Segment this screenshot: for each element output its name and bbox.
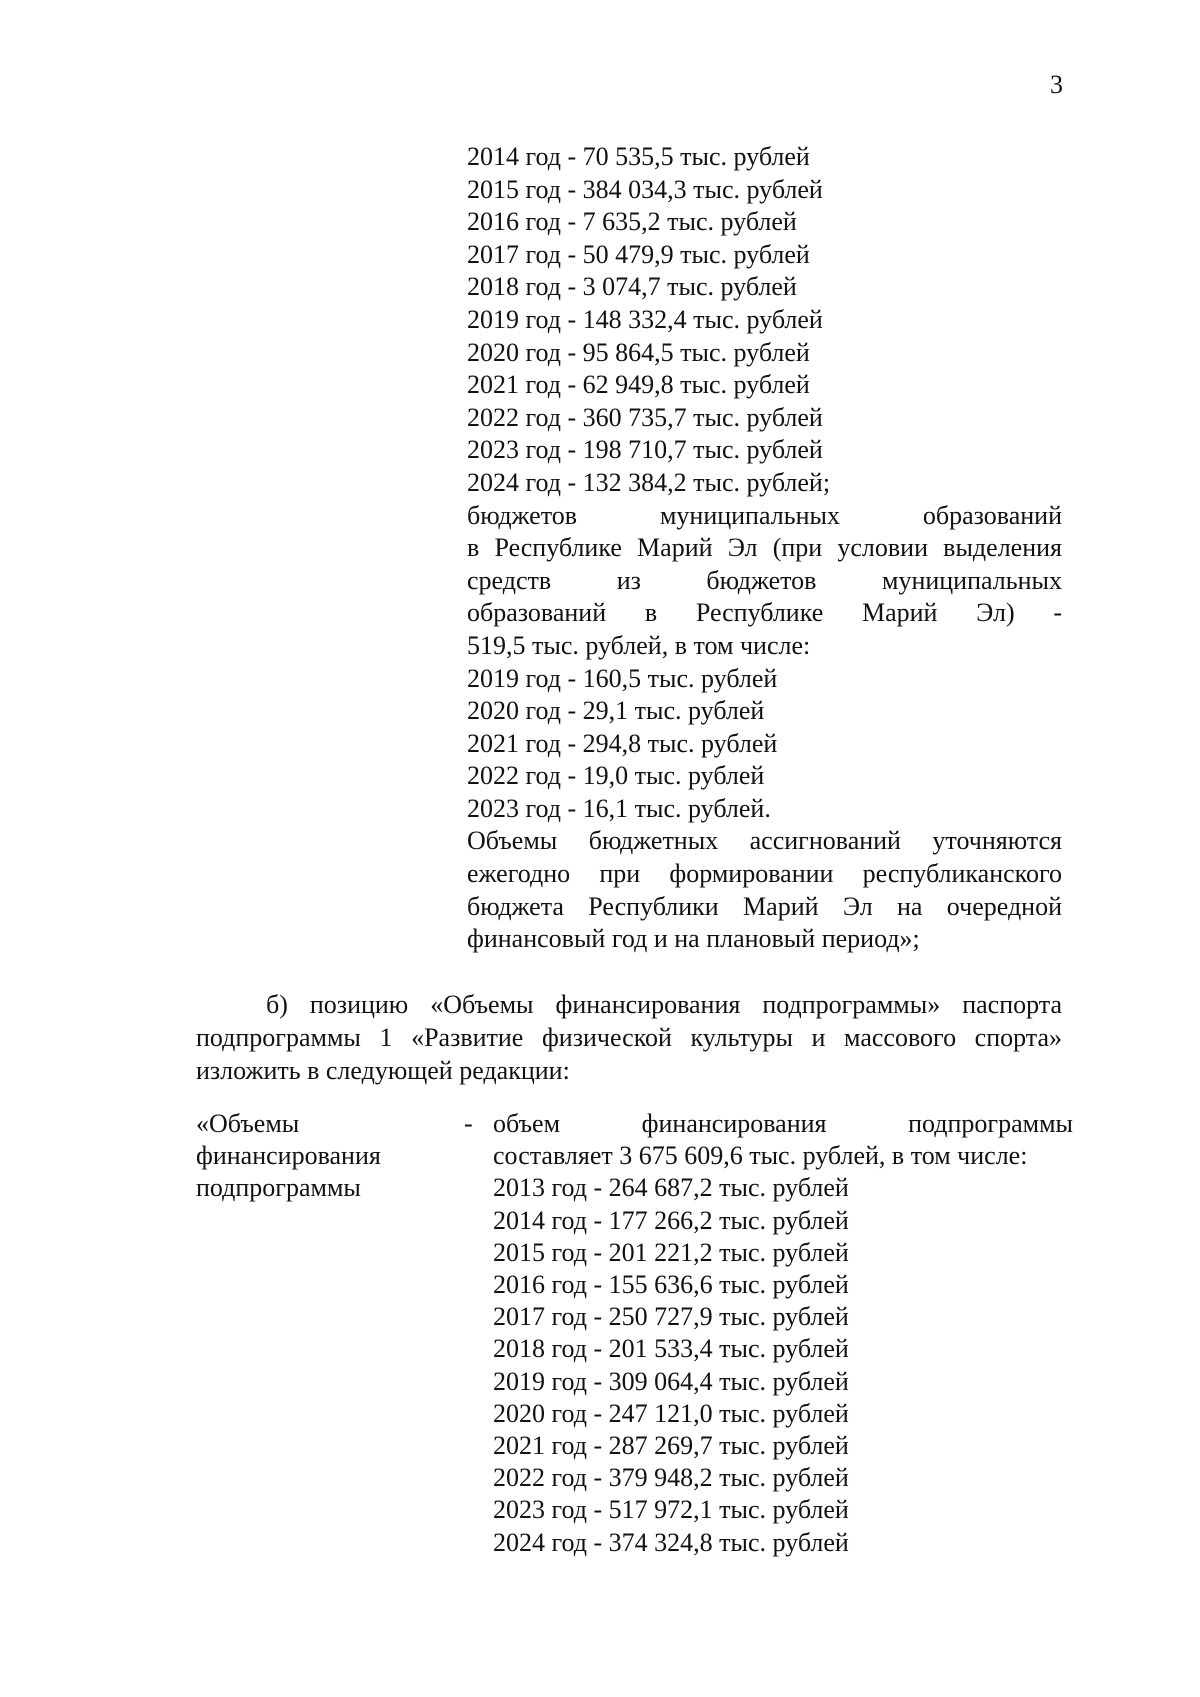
municipal-text-line: в Республике Марий Эл (при условии выделения bbox=[467, 533, 1062, 563]
year-funding-line: 2018 год - 3 074,7 тыс. рублей bbox=[467, 272, 797, 302]
passport-year-line: 2017 год - 250 727,9 тыс. рублей bbox=[493, 1302, 849, 1332]
paragraph-b-text: б) позицию «Объемы финансирования подпрограммы» паспорта подпрограммы 1 «Развитие физической культуры и массового спорта» изложить в следующей редакции: bbox=[196, 990, 1062, 1085]
note-line: финансовый год и на плановый период»; bbox=[467, 924, 920, 954]
note-line: бюджета Республики Марий Эл на очередной bbox=[467, 891, 1062, 921]
page-number: 3 bbox=[1050, 70, 1063, 99]
note-line: ежегодно при формировании республиканского bbox=[467, 859, 1062, 889]
year-funding-line: 2020 год - 95 864,5 тыс. рублей bbox=[467, 337, 810, 367]
passport-intro-line: составляет 3 675 609,6 тыс. рублей, в том числе: bbox=[493, 1141, 1028, 1171]
passport-year-line: 2024 год - 374 324,8 тыс. рублей bbox=[493, 1527, 849, 1557]
passport-year-line: 2014 год - 177 266,2 тыс. рублей bbox=[493, 1205, 849, 1235]
passport-dash: - bbox=[464, 1109, 473, 1138]
year-funding-line: 2023 год - 198 710,7 тыс. рублей bbox=[467, 435, 823, 465]
year-funding-line: 2022 год - 360 735,7 тыс. рублей bbox=[467, 402, 823, 432]
passport-label bbox=[196, 1108, 456, 1205]
passport-year-line: 2023 год - 517 972,1 тыс. рублей bbox=[493, 1495, 849, 1525]
year-funding-line: 2021 год - 62 949,8 тыс. рублей bbox=[467, 370, 810, 400]
note-line: Объемы бюджетных ассигнований уточняются bbox=[467, 826, 1062, 856]
year-funding-line: 2016 год - 7 635,2 тыс. рублей bbox=[467, 207, 797, 237]
municipal-text-line: бюджетов муниципальных образований bbox=[467, 500, 1062, 530]
year-funding-line: 2017 год - 50 479,9 тыс. рублей bbox=[467, 239, 810, 269]
municipal-year-line: 2023 год - 16,1 тыс. рублей. bbox=[467, 793, 771, 823]
passport-year-line: 2015 год - 201 221,2 тыс. рублей bbox=[493, 1237, 849, 1267]
paragraph-b bbox=[196, 988, 1062, 1087]
municipal-text-line: образований в Республике Марий Эл) - bbox=[467, 598, 1062, 628]
funding-continuation-block bbox=[467, 141, 1062, 956]
year-funding-line: 2024 год - 132 384,2 тыс. рублей; bbox=[467, 467, 831, 497]
municipal-year-line: 2021 год - 294,8 тыс. рублей bbox=[467, 728, 778, 758]
municipal-year-line: 2019 год - 160,5 тыс. рублей bbox=[467, 663, 778, 693]
passport-body bbox=[493, 1108, 1073, 1559]
passport-year-line: 2020 год - 247 121,0 тыс. рублей bbox=[493, 1398, 849, 1428]
passport-year-line: 2013 год - 264 687,2 тыс. рублей bbox=[493, 1173, 849, 1203]
passport-year-line: 2021 год - 287 269,7 тыс. рублей bbox=[493, 1431, 849, 1461]
passport-year-line: 2019 год - 309 064,4 тыс. рублей bbox=[493, 1366, 849, 1396]
year-funding-line: 2014 год - 70 535,5 тыс. рублей bbox=[467, 142, 810, 171]
passport-label-line: «Объемы bbox=[196, 1109, 300, 1138]
municipal-text-line: 519,5 тыс. рублей, в том числе: bbox=[467, 630, 811, 660]
passport-label-line: подпрограммы bbox=[196, 1173, 361, 1203]
passport-year-line: 2018 год - 201 533,4 тыс. рублей bbox=[493, 1334, 849, 1364]
municipal-year-line: 2022 год - 19,0 тыс. рублей bbox=[467, 761, 765, 791]
municipal-text-line: средств из бюджетов муниципальных bbox=[467, 565, 1062, 595]
passport-label-line: финансирования bbox=[196, 1141, 381, 1171]
passport-intro-line: объем финансирования подпрограммы bbox=[493, 1109, 1073, 1138]
passport-year-line: 2022 год - 379 948,2 тыс. рублей bbox=[493, 1463, 849, 1493]
year-funding-line: 2015 год - 384 034,3 тыс. рублей bbox=[467, 174, 823, 204]
year-funding-line: 2019 год - 148 332,4 тыс. рублей bbox=[467, 304, 823, 334]
passport-year-line: 2016 год - 155 636,6 тыс. рублей bbox=[493, 1270, 849, 1300]
municipal-year-line: 2020 год - 29,1 тыс. рублей bbox=[467, 696, 765, 726]
